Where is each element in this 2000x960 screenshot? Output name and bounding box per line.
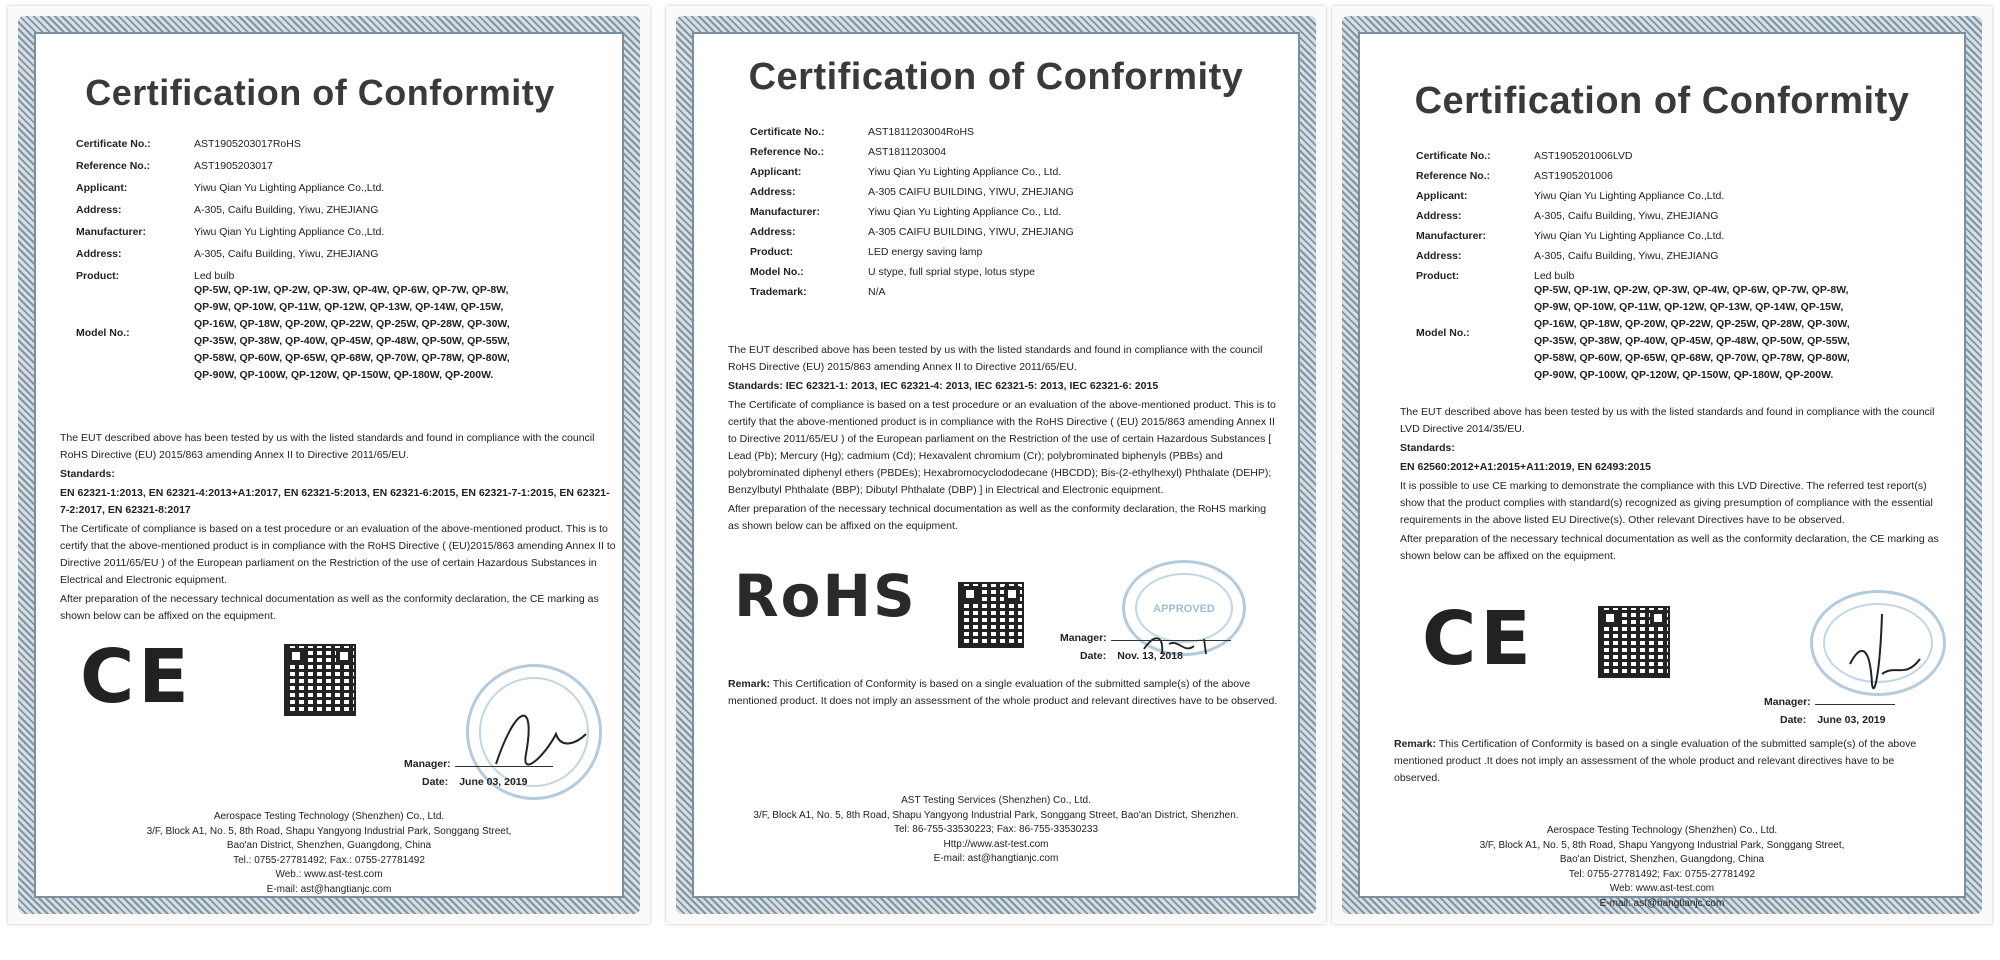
field-applicant-address: Address: A-305, Caifu Building, Yiwu, ZHEJIANG bbox=[76, 204, 379, 216]
signature bbox=[466, 694, 596, 784]
standards-list: EN 62560:2012+A1:2015+A11:2019, EN 62493:2015 bbox=[1400, 461, 1652, 473]
field-reference-no: Reference No.: AST1905203017 bbox=[76, 160, 273, 172]
field-certificate-no: Certificate No.: AST1905203017RoHS bbox=[76, 138, 301, 150]
manager-line: Manager: bbox=[1060, 632, 1231, 644]
certificate-lvd bbox=[1332, 6, 1992, 924]
certificate-body bbox=[1358, 32, 1966, 909]
manager-line: Manager: bbox=[1764, 696, 1895, 708]
model-list: QP-5W, QP-1W, QP-2W, QP-3W, QP-4W, QP-6W, QP-7W, QP-8W, QP-9W, QP-10W, QP-11W, QP-12W, QP-13W, QP-14W, QP-15W, QP-16W, QP-18W, QP-20W, QP-22W, QP-25W, QP-28W, QP-30W, QP-35W, QP-38W, QP-40W, QP-45W, QP-48W, QP-50W, QP-55W, QP-58W, QP-60W, QP-65W, QP-68W, QP-70W, QP-78W, QP-80W, QP-90W, QP-100W, QP-120W, QP-150W, QP-180W, QP-200W. bbox=[194, 284, 510, 381]
issuer-footer: Aerospace Testing Technology (Shenzhen) Co., Ltd. 3/F, Block A1, No. 5, 8th Road, Shapu Yangyong Industrial Park, Songgang Street, Bao'an District, Shenzhen, Guangdong, China Tel: 0755-27781492; Fax: 0755-27781492 Web: www.ast-test.com E-mail: ast@hangtianjc.com bbox=[1479, 825, 1845, 909]
marking-paragraph: After preparation of the necessary technical documentation as well as the conformity declaration, the CE marking as shown below can be affixed on the equipment. bbox=[1400, 533, 1939, 562]
certificate-title: Certification of Conformity bbox=[1414, 80, 1910, 122]
ce-mark: CE bbox=[1422, 596, 1535, 682]
marking-paragraph: After preparation of the necessary technical documentation as well as the conformity declaration, the RoHS marking as shown below can be affixed on the equipment. bbox=[728, 503, 1267, 532]
qr-code bbox=[958, 582, 1024, 648]
field-applicant: Applicant: Yiwu Qian Yu Lighting Appliance Co., Ltd. bbox=[750, 166, 1062, 178]
certificate-text bbox=[728, 342, 1280, 537]
field-model-no: Model No.: U stype, full sprial stype, lotus stype bbox=[750, 266, 1035, 278]
issuer-footer: AST Testing Services (Shenzhen) Co., Ltd. 3/F, Block A1, No. 5, 8th Road, Shapu Yangyong Industrial Park, Songgang Street, Bao'an District, Shenzhen. Tel: 86-755-33530223; Fax: 86-755-33530233 Http://www.ast-test.com E-mail: ast@hangtianjc.com bbox=[753, 795, 1239, 864]
field-trademark: Trademark: N/A bbox=[750, 286, 886, 298]
issuer-footer: Aerospace Testing Technology (Shenzhen) Co., Ltd. 3/F, Block A1, No. 5, 8th Road, Shapu Yangyong Industrial Park, Songgang Street, Bao'an District, Shenzhen, Guangdong, China Tel.: 0755-27781492; Fax.: 0755-27781492 Web.: www.ast-test.com E-mail: ast@hangtianjc.com bbox=[146, 811, 512, 895]
field-reference-no: Reference No.: AST1811203004 bbox=[750, 146, 947, 158]
issue-date: Date: June 03, 2019 bbox=[422, 776, 528, 788]
field-manufacturer-address: Address: A-305 CAIFU BUILDING, YIWU, ZHEJIANG bbox=[750, 226, 1074, 238]
certificate-title: Certification of Conformity bbox=[748, 56, 1244, 98]
certificate-title: Certification of Conformity bbox=[85, 72, 555, 113]
field-manufacturer-address: Address: A-305, Caifu Building, Yiwu, ZHEJIANG bbox=[1416, 250, 1719, 262]
field-list bbox=[750, 126, 1290, 308]
field-model-no: Model No.: QP-5W, QP-1W, QP-2W, QP-3W, QP-4W, QP-6W, QP-7W, QP-8W, QP-9W, QP-10W, QP-11W, QP-12W, QP-13W, QP-14W, QP-15W, QP-16W, QP-18W, QP-20W, QP-22W, QP-25W, QP-28W, QP-30W, QP-35W, QP-38W, QP-40W, QP-45W, QP-48W, QP-50W, QP-55W, QP-58W, QP-60W, QP-65W, QP-68W, QP-70W, QP-78W, QP-80W, QP-90W, QP-100W, QP-120W, QP-150W, QP-180W, QP-200W. bbox=[1416, 282, 1956, 384]
field-manufacturer: Manufacturer: Yiwu Qian Yu Lighting Appliance Co.,Ltd. bbox=[1416, 230, 1725, 242]
manager-line: Manager: bbox=[404, 758, 553, 770]
field-manufacturer-address: Address: A-305, Caifu Building, Yiwu, ZHEJIANG bbox=[76, 248, 379, 260]
model-list: QP-5W, QP-1W, QP-2W, QP-3W, QP-4W, QP-6W, QP-7W, QP-8W, QP-9W, QP-10W, QP-11W, QP-12W, QP-13W, QP-14W, QP-15W, QP-16W, QP-18W, QP-20W, QP-22W, QP-25W, QP-28W, QP-30W, QP-35W, QP-38W, QP-40W, QP-45W, QP-48W, QP-50W, QP-55W, QP-58W, QP-60W, QP-65W, QP-68W, QP-70W, QP-78W, QP-80W, QP-90W, QP-100W, QP-120W, QP-150W, QP-180W, QP-200W. bbox=[1534, 284, 1850, 381]
compliance-paragraph: It is possible to use CE marking to demonstrate the compliance with this LVD Directive. The referred test report(s) show that the product complies with standard(s) recognized as giving presumption of compliance with the essential requirements in the above listed EU Directive(s). Other relevant Directives have to be observed. bbox=[1400, 480, 1933, 526]
field-product: Product: Led bulb bbox=[1416, 270, 1575, 282]
issue-date: Date: June 03, 2019 bbox=[1780, 714, 1886, 726]
certificate-body bbox=[692, 32, 1300, 898]
field-applicant: Applicant: Yiwu Qian Yu Lighting Appliance Co.,Ltd. bbox=[1416, 190, 1725, 202]
standards-label: Standards: bbox=[60, 468, 115, 480]
qr-code bbox=[1598, 606, 1670, 678]
field-manufacturer: Manufacturer: Yiwu Qian Yu Lighting Appliance Co.,Ltd. bbox=[76, 226, 385, 238]
qr-code bbox=[284, 644, 356, 716]
standards-label: Standards: bbox=[1400, 442, 1455, 454]
rohs-mark: RoHS bbox=[734, 562, 917, 630]
field-certificate-no: Certificate No.: AST1811203004RoHS bbox=[750, 126, 975, 138]
field-product: Product: LED energy saving lamp bbox=[750, 246, 983, 258]
field-list bbox=[1416, 150, 1956, 394]
compliance-paragraph: The Certificate of compliance is based on a test procedure or an evaluation of the above-mentioned product. This is to certify that the above-mentioned product is in compliance with the RoHS Directive ( (EU) 2015/863 amending Annex II to Directive 2011/65/EU ) of the European parliament on the Restriction of the use of certain Hazardous Substances [ Lead (Pb); Mercury (Hg); cadmium (Cd); Hexavalent chromium (Cr); polybrominated biphenyls (PBBs) and polybrominated diphenyl ethers (PBDEs); Hexabromocyclododecane (HBCDD); Bis-(2-ethylhexyl) Phthalate (DEHP); Benzylbutyl Phthalate (BBP); Dibutyl Phthalate (DBP) ] in Electrical and Electronic equipment. bbox=[728, 399, 1276, 496]
eut-statement: The EUT described above has been tested by us with the listed standards and found in compliance with the council RoHS Directive (EU) 2015/863 amending Annex II to Directive 2011/65/EU. bbox=[728, 344, 1263, 373]
issue-date: Date: Nov. 13, 2018 bbox=[1080, 650, 1183, 662]
field-model-no: Model No.: QP-5W, QP-1W, QP-2W, QP-3W, QP-4W, QP-6W, QP-7W, QP-8W, QP-9W, QP-10W, QP-11W, QP-12W, QP-13W, QP-14W, QP-15W, QP-16W, QP-18W, QP-20W, QP-22W, QP-25W, QP-28W, QP-30W, QP-35W, QP-38W, QP-40W, QP-45W, QP-48W, QP-50W, QP-55W, QP-58W, QP-60W, QP-65W, QP-68W, QP-70W, QP-78W, QP-80W, QP-90W, QP-100W, QP-120W, QP-150W, QP-180W, QP-200W. bbox=[76, 282, 616, 384]
marking-paragraph: After preparation of the necessary technical documentation as well as the conformity declaration, the CE marking as shown below can be affixed on the equipment. bbox=[60, 593, 599, 622]
eut-statement: The EUT described above has been tested by us with the listed standards and found in compliance with the council LVD Directive 2014/35/EU. bbox=[1400, 406, 1935, 435]
standards-list: Standards: IEC 62321-1: 2013, IEC 62321-4: 2013, IEC 62321-5: 2013, IEC 62321-6: 2015 bbox=[728, 380, 1159, 392]
signature bbox=[1830, 604, 1940, 704]
certificate-rohs-1 bbox=[8, 6, 650, 924]
field-applicant-address: Address: A-305, Caifu Building, Yiwu, ZHEJIANG bbox=[1416, 210, 1719, 222]
certificate-rohs-2 bbox=[666, 6, 1326, 924]
field-manufacturer: Manufacturer: Yiwu Qian Yu Lighting Appliance Co., Ltd. bbox=[750, 206, 1062, 218]
approval-stamp: APPROVED bbox=[1122, 560, 1246, 656]
field-product: Product: Led bulb bbox=[76, 270, 235, 282]
field-reference-no: Reference No.: AST1905201006 bbox=[1416, 170, 1613, 182]
certificate-text bbox=[60, 430, 616, 627]
certificate-text bbox=[1400, 404, 1948, 567]
standards-list: EN 62321-1:2013, EN 62321-4:2013+A1:2017, EN 62321-5:2013, EN 62321-6:2015, EN 62321-7-1:2015, EN 62321-7-2:2017, EN 62321-8:2017 bbox=[60, 487, 610, 516]
eut-statement: The EUT described above has been tested by us with the listed standards and found in compliance with the council RoHS Directive (EU) 2015/863 amending Annex II to Directive 2011/65/EU. bbox=[60, 432, 595, 461]
remark: Remark: This Certification of Conformity is based on a single evaluation of the submitted sample(s) of the above mentioned product .It does not imply an assessment of the whole product and relevant directives have to be observed. bbox=[1394, 738, 1917, 784]
field-applicant-address: Address: A-305 CAIFU BUILDING, YIWU, ZHEJIANG bbox=[750, 186, 1074, 198]
field-list bbox=[76, 138, 616, 394]
field-certificate-no: Certificate No.: AST1905201006LVD bbox=[1416, 150, 1633, 162]
compliance-paragraph: The Certificate of compliance is based on a test procedure or an evaluation of the above-mentioned product. This is to certify that the above-mentioned product is in compliance with the RoHS Directive ( (EU)2015/863 amending Annex II to Directive 2011/65/EU ) of the European parliament on the Restriction of the use of certain Hazardous Substances in Electrical and Electronic equipment. bbox=[60, 523, 616, 586]
ce-mark: CE bbox=[80, 634, 193, 720]
remark: Remark: This Certification of Conformity is based on a single evaluation of the submitted sample(s) of the above mentioned product. It does not imply an assessment of the whole product and relevant directives have to be observed. bbox=[728, 678, 1278, 707]
field-applicant: Applicant: Yiwu Qian Yu Lighting Appliance Co.,Ltd. bbox=[76, 182, 385, 194]
certificate-body bbox=[34, 32, 624, 898]
